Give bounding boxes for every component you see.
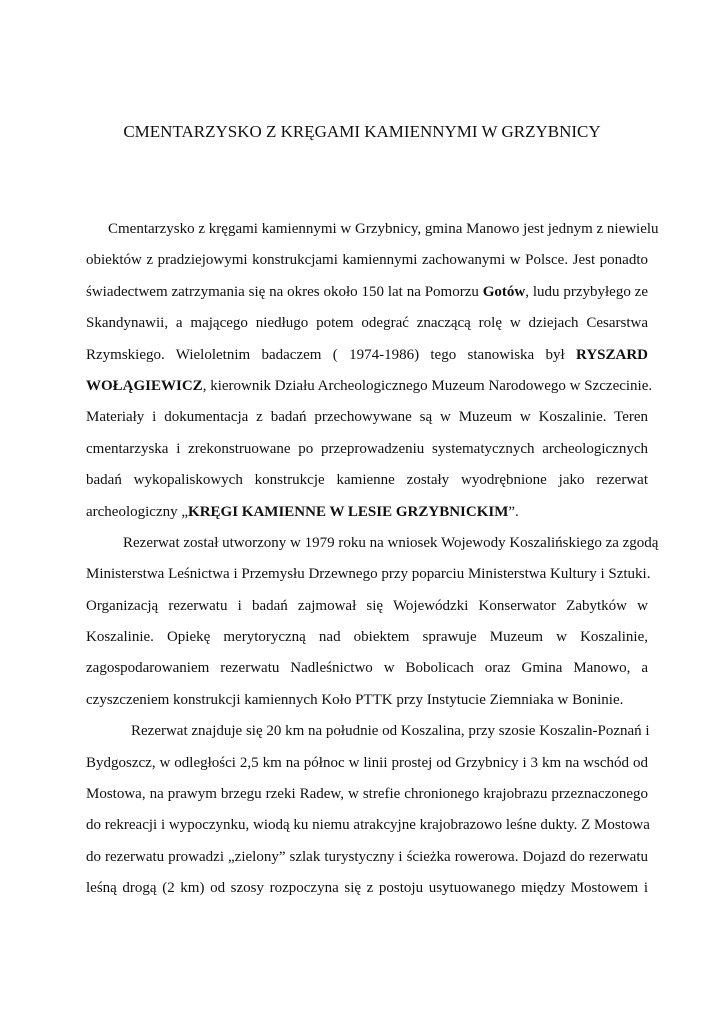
text-line: Cmentarzysko z kręgami kamiennymi w Grzybnicy, gmina Manowo jest jednym z niewielu — [108, 221, 659, 237]
text-run: , ludu przybyłego ze — [525, 283, 648, 300]
text-run: , kierownik Działu Archeologicznego Muzeum Narodowego w Szczecinie. — [202, 377, 653, 394]
paragraph-3 — [86, 716, 648, 904]
document-body — [86, 214, 659, 905]
text-line: Skandynawii, a mającego niedługo potem odegrać znaczącą rolę w dziejach Cesarstwa — [86, 315, 648, 332]
bold-term: RYSZARD — [576, 346, 648, 363]
text-run: archeologiczny „ — [86, 503, 189, 520]
text-line — [86, 340, 648, 371]
text-line: Rezerwat znajduje się 20 km na południe od Koszalina, przy szosie Koszalin-Poznań i — [131, 723, 650, 740]
paragraph-2 — [86, 528, 659, 716]
text-run: świadectwem zatrzymania się na okres około 150 lat na Pomorzu — [86, 283, 483, 300]
text-line: Bydgoszcz, w odległości 2,5 km na północ w linii prostej od Grzybnicy i 3 km na wschód od — [86, 754, 648, 771]
bold-term: WOŁĄGIEWICZ — [86, 377, 203, 394]
text-line: badań wykopaliskowych konstrukcje kamienne zostały wyodrębnione jako rezerwat — [86, 472, 648, 489]
text-line — [86, 371, 653, 402]
text-line: Rezerwat został utworzony w 1979 roku na wniosek Wojewody Koszalińskiego za zgodą — [123, 534, 659, 551]
text-line: Ministerstwa Leśnictwa i Przemysłu Drzewnego przy poparciu Ministerstwa Kultury i Sztuki. — [86, 566, 651, 583]
text-line: Organizacją rezerwatu i badań zajmował się Wojewódzki Konserwator Zabytków w — [86, 597, 648, 614]
text-line: do rekreacji i wypoczynku, wiodą ku niemu atrakcyjne krajobrazowo leśne dukty. Z Mostowa — [86, 817, 650, 834]
page-title: CMENTARZYSKO Z KRĘGAMI KAMIENNYMI W GRZYBNICY — [123, 122, 601, 141]
text-line: Koszalinie. Opiekę merytoryczną nad obiektem sprawuje Muzeum w Koszalinie, — [86, 629, 648, 646]
text-line: Mostowa, na prawym brzegu rzeki Radew, w strefie chronionego krajobrazu przeznaczonego — [86, 786, 648, 803]
text-line: leśną drogą (2 km) od szosy rozpoczyna się z postoju usytuowanego między Mostowem i — [86, 880, 648, 897]
text-line: obiektów z pradziejowymi konstrukcjami kamiennymi zachowanymi w Polsce. Jest ponadto — [86, 252, 648, 269]
text-run: Rzymskiego. Wieloletnim badaczem ( 1974-1986) tego stanowiska był — [86, 346, 577, 363]
text-line — [86, 277, 648, 308]
bold-term: KRĘGI KAMIENNE W LESIE GRZYBNICKIM — [188, 503, 509, 520]
text-line: cmentarzyska i zrekonstruowane po przeprowadzeniu systematycznych archeologicznych — [86, 440, 648, 457]
bold-term: Gotów — [482, 283, 526, 300]
text-line — [86, 497, 648, 528]
text-line: zagospodarowaniem rezerwatu Nadleśnictwo w Bobolicach oraz Gmina Manowo, a — [86, 660, 648, 677]
text-run: ”. — [508, 503, 519, 520]
text-line: czyszczeniem konstrukcji kamiennych Koło PTTK przy Instytucie Ziemniaka w Boninie. — [86, 691, 624, 708]
paragraph-1 — [86, 214, 659, 528]
text-line: do rezerwatu prowadzi „zielony” szlak turystyczny i ścieżka rowerowa. Dojazd do rezerwatu — [86, 848, 648, 865]
text-line: Materiały i dokumentacja z badań przechowywane są w Muzeum w Koszalinie. Teren — [86, 409, 648, 426]
